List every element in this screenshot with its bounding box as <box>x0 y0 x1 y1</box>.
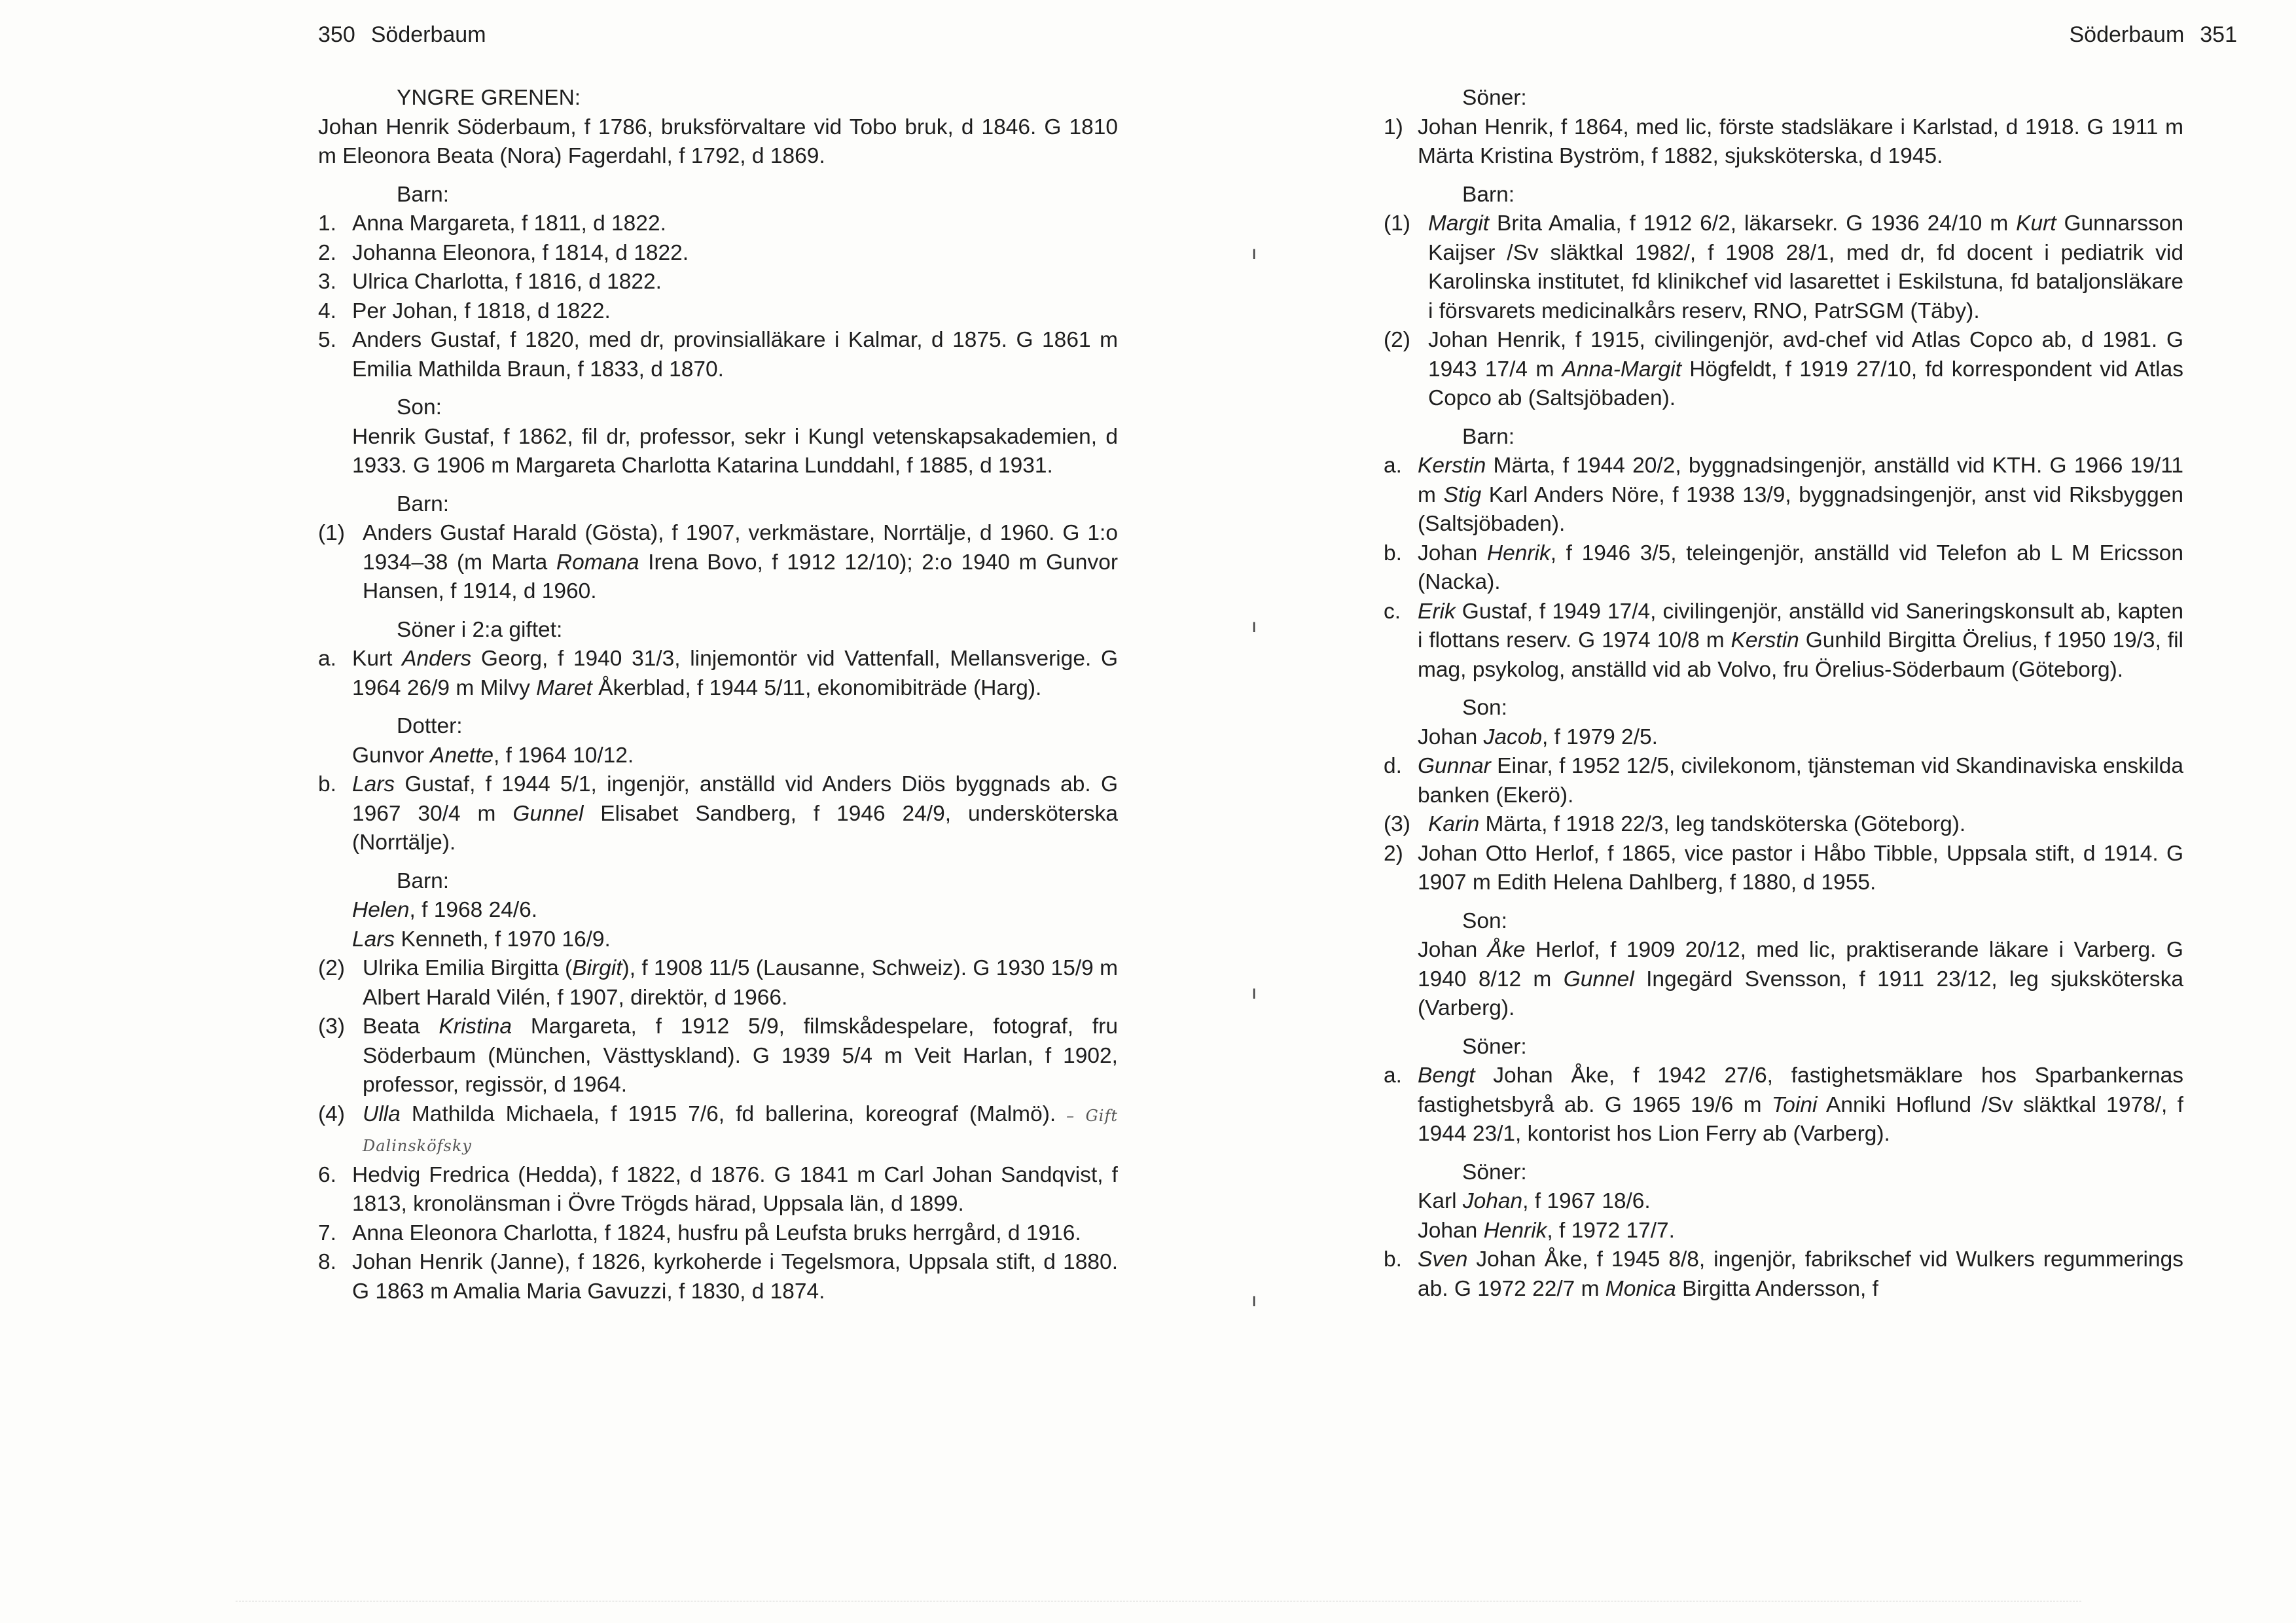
italic-name: Bengt <box>1418 1063 1475 1088</box>
numbered-entry <box>318 1161 1118 1219</box>
text-run: Johan Henrik, f 1915, civilingenjör, avd-chef vid Atlas Copco ab, d 1981. G 1943 17/4 m <box>1428 328 2183 382</box>
text-run: Johan Åke, f 1945 8/8, ingenjör, fabrikschef vid Wulkers regummerings ab. G 1972 22/7 m <box>1418 1247 2183 1301</box>
indented-entry <box>1384 723 2183 753</box>
section-label: Barn: <box>397 868 450 893</box>
text-run: Anna Margareta, f 1811, d 1822. <box>352 211 666 236</box>
entry-marker: 4. <box>318 298 336 323</box>
entry-marker: a. <box>1384 1063 1402 1088</box>
text-run: Hedvig Fredrica (Hedda), f 1822, d 1876. G 1841 m Carl Johan Sandqvist, f 1813, kronolänsman i Övre Trögds härad, Uppsala län, d 1899. <box>352 1162 1118 1216</box>
text-run: , f 1967 18/6. <box>1522 1189 1651 1213</box>
numbered-entry <box>1384 452 2183 539</box>
text-run: Johan <box>1418 938 1488 962</box>
text-run: Elisabet Sandberg, f 1946 24/9, undersköterska (Norrtälje). <box>352 801 1118 855</box>
text-run: Anniki Hoflund /Sv släktkal 1978/, f 1944 23/1, kontorist hos Lion Ferry ab (Varberg). <box>1418 1092 2183 1146</box>
numbered-entry <box>318 326 1118 384</box>
text-run: Ulrika Emilia Birgitta ( <box>363 956 573 980</box>
italic-name: Lars <box>352 927 395 952</box>
handwritten-note: – Gift Dalinsköfsky <box>363 1106 1119 1155</box>
section-label: Barn: <box>397 491 450 516</box>
text-run: Margareta, f 1912 5/9, filmskådespelare, fotograf, fru Söderbaum (München, Västtyskland). G 1939 5/4 m Veit Harlan, f 1902, professor, regissör, d 1964. <box>363 1014 1118 1097</box>
entry-marker: (2) <box>318 956 345 980</box>
text-run: Anders Gustaf, f 1820, med dr, provinsialläkare i Kalmar, d 1875. G 1861 m Emilia Mathilda Braun, f 1833, d 1870. <box>352 328 1118 382</box>
entry-marker: 2. <box>318 240 336 265</box>
right-text-column <box>1384 84 2183 1304</box>
text-run: ), f 1908 11/5 (Lausanne, Schweiz). G 1930 15/9 m Albert Harald Vilén, f 1907, direktör, d 1966. <box>363 956 1118 1010</box>
italic-name: Karin <box>1428 812 1480 836</box>
text-run: Anna Eleonora Charlotta, f 1824, husfru på Leufsta bruks herrgård, d 1916. <box>352 1221 1081 1245</box>
section-label: Söner: <box>1462 1034 1527 1059</box>
entry-marker: 5. <box>318 328 336 352</box>
entry-marker: a. <box>1384 454 1402 478</box>
entry-marker: 1) <box>1384 115 1403 139</box>
text-run: Gunhild Birgitta Örelius, f 1950 19/3, fil mag, psykolog, anställd vid ab Volvo, fru Örelius-Söderbaum (Göteborg). <box>1418 628 2183 682</box>
numbered-entry <box>318 519 1118 607</box>
entry-marker: c. <box>1384 599 1401 624</box>
numbered-entry <box>1384 209 2183 326</box>
text-run: Johan <box>1418 541 1487 565</box>
text-run: Per Johan, f 1818, d 1822. <box>352 298 611 323</box>
text-run: Birgitta Andersson, f <box>1676 1276 1878 1301</box>
numbered-entry <box>1384 539 2183 597</box>
text-run: Johan Otto Herlof, f 1865, vice pastor i Håbo Tibble, Uppsala stift, d 1914. G 1907 m Edith Helena Dahlberg, f 1880, d 1955. <box>1418 841 2183 895</box>
text-run: Åkerblad, f 1944 5/11, ekonomibiträde (Harg). <box>592 675 1042 700</box>
italic-name: Henrik <box>1483 1218 1547 1243</box>
section-label: Barn: <box>397 182 450 207</box>
entry-marker: d. <box>1384 754 1402 778</box>
section-label: Barn: <box>1462 182 1515 207</box>
italic-name: Anette <box>430 743 494 768</box>
section-label: Son: <box>1462 696 1507 720</box>
numbered-entry <box>1384 597 2183 685</box>
text-run: Ulrica Charlotta, f 1816, d 1822. <box>352 270 662 294</box>
text-run: Irena Bovo, f 1912 12/10); 2:o 1940 m Gunvor Hansen, f 1914, d 1960. <box>363 550 1118 603</box>
entry-marker: (2) <box>1384 328 1410 352</box>
section-label: Söner: <box>1462 86 1527 110</box>
text-run: Gunvor <box>352 743 431 768</box>
indented-entry <box>318 741 1118 771</box>
numbered-entry <box>318 268 1118 297</box>
text-run: Märta, f 1944 20/2, byggnadsingenjör, anställd vid KTH. G 1966 19/11 m <box>1418 454 2183 507</box>
right-running-head: Söderbaum <box>2069 22 2185 47</box>
left-page-number: 350 <box>318 22 355 47</box>
italic-name: Anna-Margit <box>1562 357 1681 382</box>
section-label: YNGRE GRENEN: <box>397 86 581 110</box>
margin-tick: ı <box>1251 982 1257 1003</box>
italic-name: Kristina <box>439 1014 512 1039</box>
section-label: Barn: <box>1462 424 1515 449</box>
italic-name: Henrik <box>1486 541 1551 565</box>
text-run: Brita Amalia, f 1912 6/2, läkarsekr. G 1936 24/10 m <box>1489 211 2017 236</box>
text-run: Ingegärd Svensson, f 1911 23/12, leg sjuksköterska (Varberg). <box>1418 967 2183 1020</box>
text-run: Mathilda Michaela, f 1915 7/6, fd ballerina, koreograf (Malmö). <box>400 1101 1056 1126</box>
numbered-entry <box>1384 326 2183 414</box>
margin-tick: ı <box>1251 1289 1257 1311</box>
italic-name: Ulla <box>363 1101 401 1126</box>
italic-name: Kerstin <box>1731 628 1799 652</box>
text-run: Beata <box>363 1014 439 1039</box>
section-label: Söner i 2:a giftet: <box>397 617 563 642</box>
italic-name: Åke <box>1487 938 1526 962</box>
italic-name: Margit <box>1428 211 1490 236</box>
entry-marker: 3. <box>318 270 336 294</box>
section-label: Söner: <box>1462 1160 1527 1185</box>
entry-marker: (4) <box>318 1101 345 1126</box>
numbered-entry <box>318 1012 1118 1100</box>
entry-paragraph <box>318 113 1118 171</box>
numbered-entry <box>1384 840 2183 898</box>
numbered-entry <box>318 297 1118 327</box>
text-run: Einar, f 1952 12/5, civilekonom, tjänsteman vid Skandinaviska enskilda banken (Ekerö). <box>1418 754 2183 808</box>
text-run: Kenneth, f 1970 16/9. <box>395 927 611 952</box>
text-run: Gustaf, f 1949 17/4, civilingenjör, anställd vid Saneringskonsult ab, kapten i flottans reserv. G 1974 10/8 m <box>1418 599 2183 652</box>
text-run: Kurt <box>352 647 403 671</box>
text-run: Johan Henrik (Janne), f 1826, kyrkoherde i Tegelsmora, Uppsala stift, d 1880. G 1863 m Amalia Maria Gavuzzi, f 1830, d 1874. <box>352 1250 1118 1304</box>
entry-marker: a. <box>318 647 336 671</box>
entry-marker: (1) <box>1384 211 1410 236</box>
indented-entry <box>1384 1217 2183 1246</box>
left-text-column <box>318 84 1118 1306</box>
text-run: Högfeldt, f 1919 27/10, fd korrespondent vid Atlas Copco ab (Saltsjöbaden). <box>1428 357 2183 410</box>
right-page <box>1148 0 2296 1623</box>
italic-name: Stig <box>1443 482 1482 507</box>
entry-marker: (3) <box>1384 812 1410 836</box>
entry-marker: b. <box>318 772 336 796</box>
left-running-head: Söderbaum <box>370 22 486 47</box>
numbered-entry <box>1384 113 2183 171</box>
entry-marker: 6. <box>318 1162 336 1187</box>
numbered-entry <box>318 770 1118 858</box>
text-run: , f 1979 2/5. <box>1542 724 1658 749</box>
entry-marker: 8. <box>318 1250 336 1274</box>
numbered-entry <box>318 239 1118 268</box>
italic-name: Lars <box>352 772 395 796</box>
italic-name: Birgit <box>572 956 622 980</box>
text-run: Anders Gustaf Harald (Gösta), f 1907, verkmästare, Norrtälje, d 1960. G 1:o 1934–38 (m Marta <box>363 521 1118 575</box>
italic-name: Erik <box>1418 599 1456 624</box>
text-run: Johan Henrik Söderbaum, f 1786, bruksförvaltare vid Tobo bruk, d 1846. G 1810 m Eleonora Beata (Nora) Fagerdahl, f 1792, d 1869. <box>318 115 1118 168</box>
text-run: Johan Åke, f 1942 27/6, fastighetsmäklare hos Sparbankernas fastighetsbyrå ab. G 1965 19/6 m <box>1418 1063 2183 1117</box>
numbered-entry <box>318 1248 1118 1306</box>
indented-entry <box>1384 936 2183 1024</box>
numbered-entry <box>318 954 1118 1012</box>
text-run: , f 1968 24/6. <box>409 898 538 922</box>
italic-name: Sven <box>1418 1247 1468 1272</box>
text-run: Johan <box>1418 724 1484 749</box>
indented-entry <box>318 925 1118 955</box>
italic-name: Jacob <box>1483 724 1542 749</box>
text-run: Johanna Eleonora, f 1814, d 1822. <box>352 240 689 265</box>
indented-entry <box>1384 1187 2183 1217</box>
entry-marker: (1) <box>318 521 345 545</box>
italic-name: Toini <box>1771 1092 1818 1117</box>
indented-entry <box>318 423 1118 481</box>
italic-name: Kurt <box>2016 211 2056 236</box>
italic-name: Maret <box>536 675 592 700</box>
numbered-entry <box>1384 810 2183 840</box>
text-run: Karl <box>1418 1189 1463 1213</box>
text-run: , f 1946 3/5, teleingenjör, anställd vid Telefon ab L M Ericsson (Nacka). <box>1418 541 2183 594</box>
margin-tick: ı <box>1251 615 1257 637</box>
text-run: , f 1964 10/12. <box>493 743 634 768</box>
italic-name: Gunnel <box>512 801 584 826</box>
right-page-number: 351 <box>2200 22 2237 47</box>
section-label: Son: <box>397 395 442 419</box>
numbered-entry <box>318 645 1118 703</box>
italic-name: Helen <box>352 898 410 922</box>
numbered-entry <box>318 1100 1118 1161</box>
entry-marker: 2) <box>1384 841 1403 866</box>
right-page-header <box>2069 22 2237 48</box>
entry-marker: b. <box>1384 541 1402 565</box>
indented-entry <box>318 896 1118 925</box>
numbered-entry <box>1384 752 2183 810</box>
section-label: Dotter: <box>397 714 463 738</box>
numbered-entry <box>1384 1245 2183 1304</box>
italic-name: Anders <box>402 647 472 671</box>
numbered-entry <box>1384 1061 2183 1149</box>
text-run: Gunnarsson Kaijser /Sv släktkal 1982/, f 1908 28/1, med dr, fd docent i pediatrik vid Karolinska institutet, fd klinikchef vid lasarettet i Eskilstuna, fd bataljonsläkare i försvarets medicinalkårs reserv, RNO, PatrSGM (Täby). <box>1428 211 2183 323</box>
text-run: Karl Anders Nöre, f 1938 13/9, byggnadsingenjör, anst vid Riksbyggen (Saltsjöbaden). <box>1418 482 2184 536</box>
text-run: Gustaf, f 1944 5/1, ingenjör, anställd vid Anders Diös byggnads ab. G 1967 30/4 m <box>352 772 1118 826</box>
italic-name: Monica <box>1605 1276 1676 1301</box>
entry-marker: 1. <box>318 211 336 236</box>
text-run: , f 1972 17/7. <box>1547 1218 1675 1243</box>
text-run: Märta, f 1918 22/3, leg tandsköterska (Göteborg). <box>1479 812 1966 836</box>
text-run: Henrik Gustaf, f 1862, fil dr, professor, sekr i Kungl vetenskapsakademien, d 1933. G 1906 m Margareta Charlotta Katarina Lunddahl, f 1885, d 1931. <box>352 424 1118 478</box>
entry-marker: b. <box>1384 1247 1402 1272</box>
numbered-entry <box>318 209 1118 239</box>
section-label: Son: <box>1462 908 1507 933</box>
entry-marker: 7. <box>318 1221 336 1245</box>
italic-name: Gunnar <box>1418 754 1491 778</box>
text-run: Georg, f 1940 31/3, linjemontör vid Vattenfall, Mellansverige. G 1964 26/9 m Milvy <box>352 647 1119 700</box>
text-run: Johan <box>1418 1218 1484 1243</box>
numbered-entry <box>318 1219 1118 1249</box>
italic-name: Gunnel <box>1563 967 1634 991</box>
text-run: Johan Henrik, f 1864, med lic, förste stadsläkare i Karlstad, d 1918. G 1911 m Märta Kristina Byström, f 1882, sjuksköterska, d 1945. <box>1418 115 2183 168</box>
margin-tick: ı <box>1251 242 1257 264</box>
italic-name: Kerstin <box>1418 454 1486 478</box>
italic-name: Romana <box>556 550 639 575</box>
entry-marker: (3) <box>318 1014 345 1039</box>
text-run: Herlof, f 1909 20/12, med lic, praktiserande läkare i Varberg. G 1940 8/12 m <box>1418 938 2183 991</box>
left-page-header <box>318 22 486 48</box>
italic-name: Johan <box>1462 1189 1523 1213</box>
